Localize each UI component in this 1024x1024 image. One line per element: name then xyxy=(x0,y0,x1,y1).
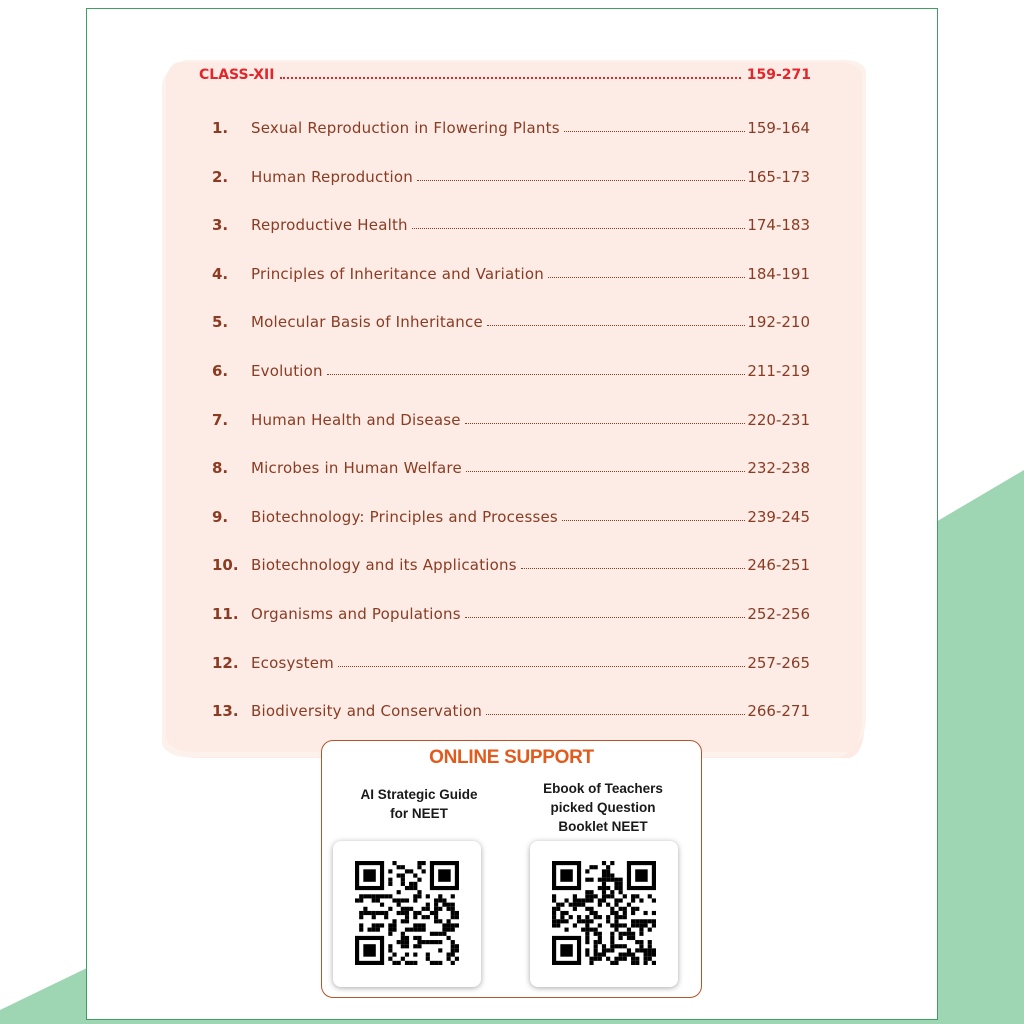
toc-title: Biodiversity and Conservation xyxy=(251,702,483,721)
ai-guide-label xyxy=(334,785,504,823)
online-support-title: ONLINE SUPPORT xyxy=(429,747,594,768)
toc-pages: 184-191 xyxy=(747,264,810,283)
toc-row[interactable] xyxy=(212,696,810,720)
toc-pages: 211-219 xyxy=(747,361,810,380)
ai-guide-qr-card[interactable] xyxy=(333,841,481,987)
toc-row[interactable] xyxy=(212,113,810,137)
toc-number: 5. xyxy=(212,313,229,332)
class-header xyxy=(199,64,811,86)
toc-number: 13. xyxy=(212,702,239,721)
toc-title: Molecular Basis of Inheritance xyxy=(251,313,483,332)
ai-guide-label-line2: for NEET xyxy=(390,806,448,821)
toc-title: Human Reproduction xyxy=(251,167,413,186)
ebook-label-line1: Ebook of Teachers xyxy=(543,781,663,796)
class-header-label: CLASS-XII xyxy=(199,67,275,83)
toc-leader xyxy=(417,180,745,181)
toc-row[interactable] xyxy=(212,405,810,429)
toc-title: Ecosystem xyxy=(251,653,334,672)
toc-leader xyxy=(564,131,746,132)
toc-number: 3. xyxy=(212,216,229,235)
toc-leader xyxy=(548,277,745,278)
toc-title: Reproductive Health xyxy=(251,216,408,235)
toc-leader xyxy=(327,374,746,375)
toc-title: Evolution xyxy=(251,361,323,380)
toc-leader xyxy=(487,325,745,326)
toc-row[interactable] xyxy=(212,453,810,477)
toc-leader xyxy=(465,423,746,424)
toc-title: Sexual Reproduction in Flowering Plants xyxy=(251,119,560,137)
class-header-leader xyxy=(280,77,740,79)
toc-pages: 165-173 xyxy=(747,167,810,186)
toc-row[interactable] xyxy=(212,648,810,672)
toc-row[interactable] xyxy=(212,356,810,380)
ebook-qr-card[interactable] xyxy=(530,841,678,987)
toc-title: Human Health and Disease xyxy=(251,410,461,429)
toc-pages: 159-164 xyxy=(747,119,810,137)
toc-number: 11. xyxy=(212,604,239,623)
toc-number: 2. xyxy=(212,167,229,186)
toc-row[interactable] xyxy=(212,210,810,234)
table-of-contents xyxy=(212,113,810,745)
toc-pages: 266-271 xyxy=(747,702,810,721)
toc-title: Biotechnology and its Applications xyxy=(251,556,517,575)
toc-row[interactable] xyxy=(212,599,810,623)
toc-leader xyxy=(412,228,746,229)
ebook-label-line2: picked Question xyxy=(550,800,656,815)
toc-pages: 220-231 xyxy=(747,410,810,429)
toc-pages: 252-256 xyxy=(747,604,810,623)
toc-pages: 174-183 xyxy=(747,216,810,235)
qr-code-icon xyxy=(355,861,459,965)
toc-row[interactable] xyxy=(212,162,810,186)
toc-leader xyxy=(562,520,745,521)
qr-code-icon xyxy=(552,861,656,965)
toc-pages: 239-245 xyxy=(747,507,810,526)
toc-leader xyxy=(466,471,745,472)
ebook-label-line3: Booklet NEET xyxy=(558,819,648,834)
toc-leader xyxy=(338,666,745,667)
toc-title: Biotechnology: Principles and Processes xyxy=(251,507,558,526)
class-header-pages: 159-271 xyxy=(746,67,811,83)
online-support-box xyxy=(321,740,702,998)
toc-number: 8. xyxy=(212,459,229,478)
toc-leader xyxy=(521,568,746,569)
toc-number: 12. xyxy=(212,653,239,672)
toc-number: 4. xyxy=(212,264,229,283)
toc-pages: 257-265 xyxy=(747,653,810,672)
ai-guide-label-line1: AI Strategic Guide xyxy=(360,787,478,802)
toc-title: Principles of Inheritance and Variation xyxy=(251,264,544,283)
toc-number: 10. xyxy=(212,556,239,575)
toc-number: 7. xyxy=(212,410,229,429)
toc-title: Organisms and Populations xyxy=(251,604,461,623)
toc-pages: 192-210 xyxy=(747,313,810,332)
toc-row[interactable] xyxy=(212,259,810,283)
toc-number: 6. xyxy=(212,361,229,380)
ebook-label xyxy=(518,779,688,836)
toc-leader xyxy=(465,617,746,618)
toc-row[interactable] xyxy=(212,550,810,574)
toc-row[interactable] xyxy=(212,502,810,526)
toc-row[interactable] xyxy=(212,307,810,331)
toc-number: 9. xyxy=(212,507,229,526)
toc-leader xyxy=(486,714,745,715)
toc-pages: 246-251 xyxy=(747,556,810,575)
toc-number: 1. xyxy=(212,119,229,137)
toc-title: Microbes in Human Welfare xyxy=(251,459,462,478)
toc-pages: 232-238 xyxy=(747,459,810,478)
